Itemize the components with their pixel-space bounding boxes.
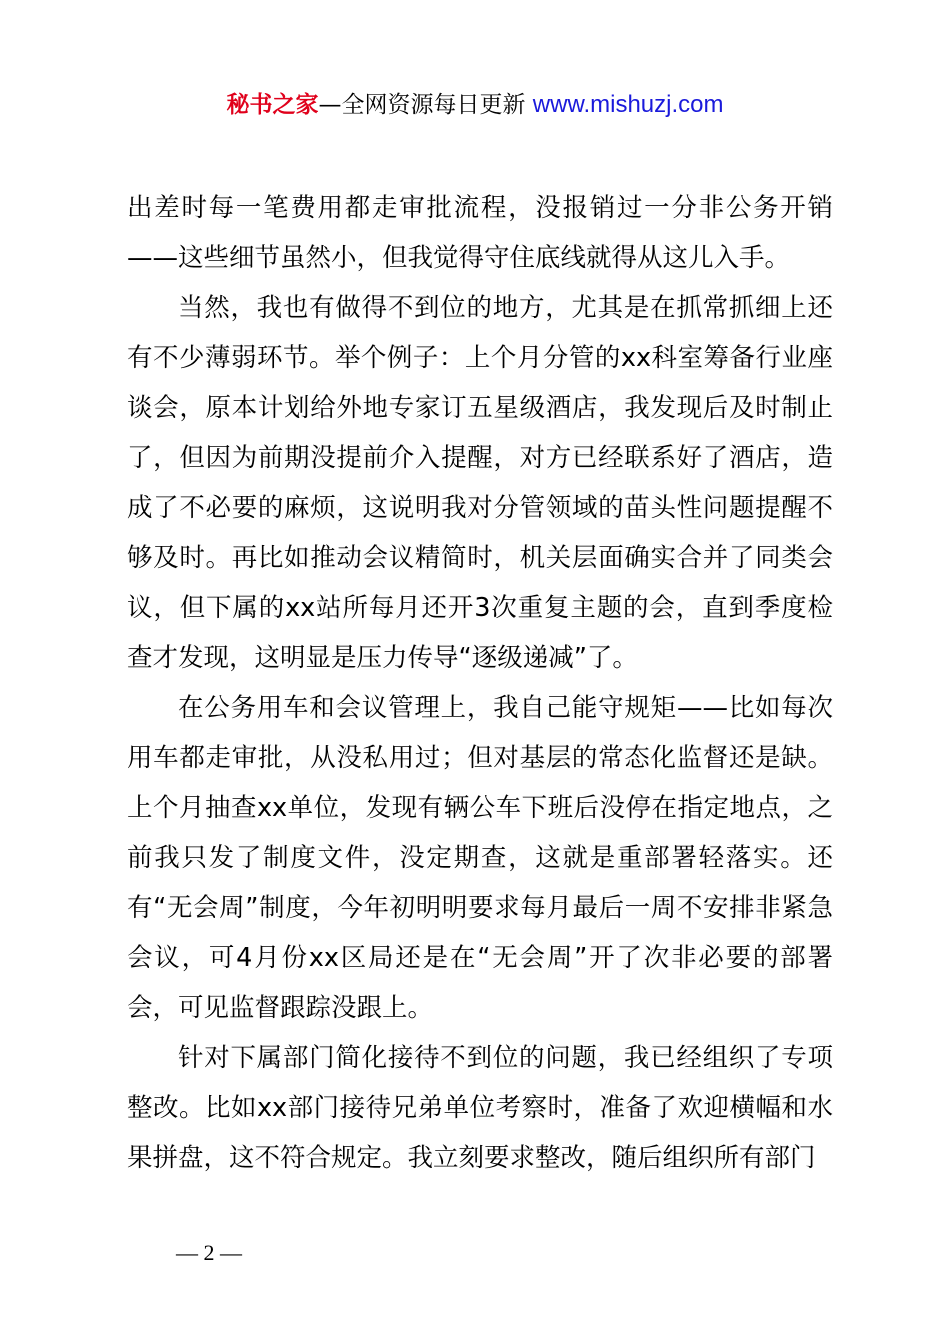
paragraph-continued: 出差时每一笔费用都走审批流程，没报销过一分非公务开销——这些细节虽然小，但我觉得守住底线就得从这儿入手。 [127, 193, 833, 273]
brand-name: 秘书之家 [226, 92, 319, 118]
header-tagline: —全网资源每日更新 [318, 92, 533, 118]
paragraph: 在公务用车和会议管理上，我自己能守规矩——比如每次用车都走审批，从没私用过；但对基层的常态化监督还是缺。上个月抽查xx单位，发现有辆公车下班后没停在指定地点，之前我只发了制度文件，没定期查，这就是重部署轻落实。还有“无会周”制度，今年初明明要求每月最后一周不安排非紧急会议，可4月份xx区局还是在“无会周”开了次非必要的部署会，可见监督跟踪没跟上。 [127, 693, 833, 1023]
paragraph: 当然，我也有做得不到位的地方，尤其是在抓常抓细上还有不少薄弱环节。举个例子：上个月分管的xx科室筹备行业座谈会，原本计划给外地专家订五星级酒店，我发现后及时制止了，但因为前期没提前介入提醒，对方已经联系好了酒店，造成了不必要的麻烦，这说明我对分管领域的苗头性问题提醒不够及时。再比如推动会议精简时，机关层面确实合并了同类会议，但下属的xx站所每月还开3次重复主题的会，直到季度检查才发现，这明显是压力传导“逐级递减”了。 [127, 293, 833, 673]
header-url-link[interactable]: www.mishuzj.com [532, 91, 724, 118]
page-number: — 2 — [176, 1240, 242, 1265]
paragraph: 针对下属部门简化接待不到位的问题，我已经组织了专项整改。比如xx部门接待兄弟单位考察时，准备了欢迎横幅和水果拼盘，这不符合规定。我立刻要求整改，随后组织所有部门 [127, 1043, 833, 1173]
page-header [0, 88, 950, 122]
document-body [127, 183, 833, 1183]
